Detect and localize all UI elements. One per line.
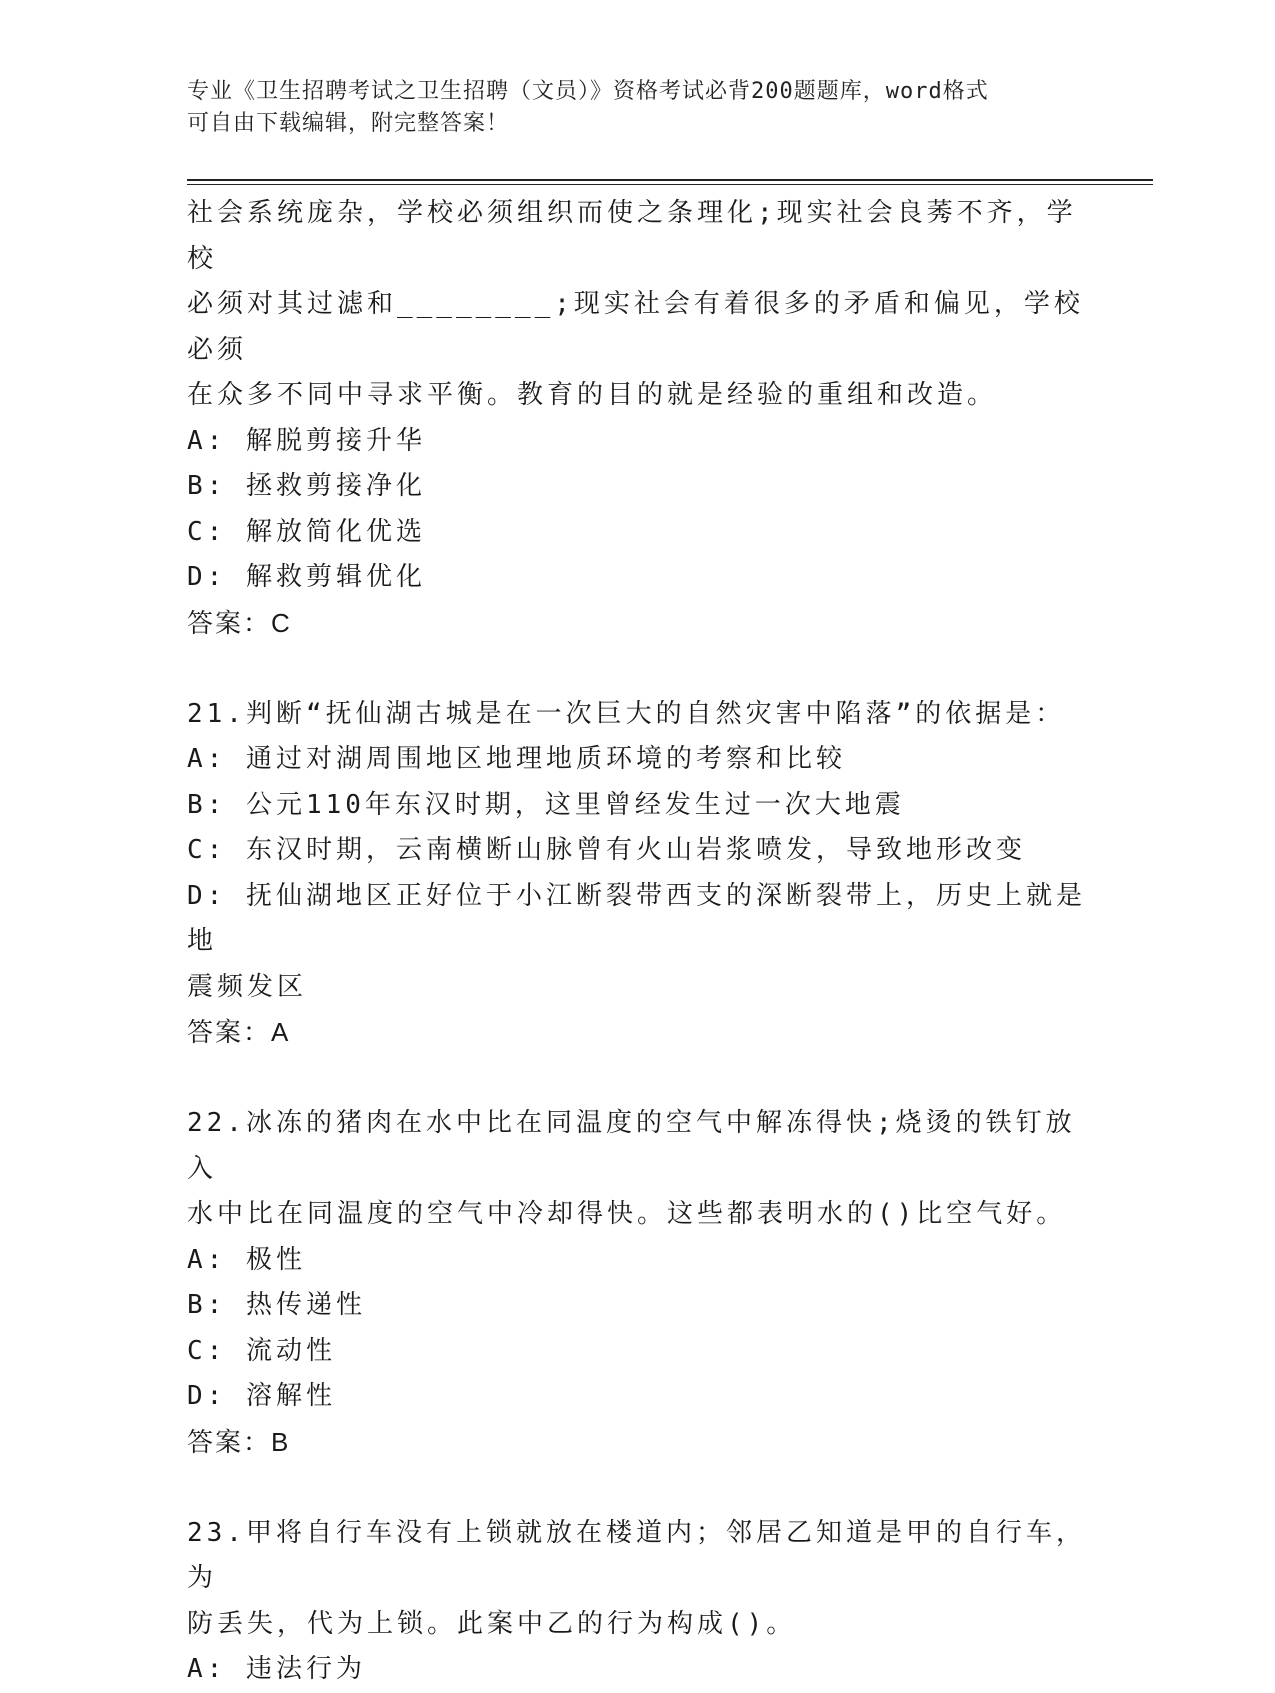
option-b: B: 拯救剪接净化 bbox=[187, 471, 426, 501]
option-b: B: 热传递性 bbox=[187, 1290, 366, 1320]
question-stem-line: 防丢失，代为上锁。此案中乙的行为构成()。 bbox=[187, 1608, 797, 1639]
question-stem-line: 23.甲将自行车没有上锁就放在楼道内；邻居乙知道是甲的自行车，为 bbox=[187, 1517, 1086, 1593]
header-line-1: 专业《卫生招聘考试之卫生招聘（文员）》资格考试必背200题题库，word格式 bbox=[187, 79, 989, 104]
question-stem-line: 社会系统庞杂，学校必须组织而使之条理化;现实社会良莠不齐，学校 bbox=[187, 198, 1077, 274]
header-divider-thin bbox=[187, 184, 1153, 185]
option-a: A: 极性 bbox=[187, 1244, 306, 1275]
question-stem-line: 水中比在同温度的空气中冷却得快。这些都表明水的()比空气好。 bbox=[187, 1199, 1067, 1229]
answer-label: 答案：C bbox=[187, 607, 292, 638]
question-stem-line: 21.判断“抚仙湖古城是在一次巨大的自然灾害中陷落”的依据是： bbox=[187, 698, 1066, 729]
question-prev bbox=[187, 191, 1087, 646]
option-c: C: 解放简化优选 bbox=[187, 516, 426, 547]
header-divider-thick bbox=[187, 179, 1153, 181]
answer-label: 答案：B bbox=[187, 1426, 291, 1457]
option-d: D: 溶解性 bbox=[187, 1381, 336, 1411]
option-d-continued: 震频发区 bbox=[187, 971, 308, 1002]
option-a: A: 通过对湖周围地区地理地质环境的考察和比较 bbox=[187, 744, 846, 774]
option-b: B: 公元110年东汉时期，这里曾经发生过一次大地震 bbox=[187, 789, 905, 820]
question-stem-line: 必须对其过滤和________;现实社会有着很多的矛盾和偏见，学校必须 bbox=[187, 289, 1084, 365]
document-header bbox=[187, 76, 1067, 140]
option-c: C: 流动性 bbox=[187, 1335, 336, 1366]
question-content bbox=[187, 191, 1087, 1693]
option-a: A: 解脱剪接升华 bbox=[187, 425, 426, 456]
option-d: D: 解救剪辑优化 bbox=[187, 562, 426, 592]
question-21 bbox=[187, 692, 1087, 1056]
answer-label: 答案：A bbox=[187, 1017, 291, 1047]
question-stem-line: 22.冰冻的猪肉在水中比在同温度的空气中解冻得快;烧烫的铁钉放入 bbox=[187, 1108, 1076, 1184]
question-22 bbox=[187, 1101, 1087, 1465]
option-c: C: 东汉时期，云南横断山脉曾有火山岩浆喷发，导致地形改变 bbox=[187, 835, 1026, 865]
question-stem-line: 在众多不同中寻求平衡。教育的目的就是经验的重组和改造。 bbox=[187, 380, 998, 410]
question-23 bbox=[187, 1511, 1087, 1693]
option-d: D: 抚仙湖地区正好位于小江断裂带西支的深断裂带上，历史上就是地 bbox=[187, 880, 1086, 956]
spacer bbox=[187, 646, 1087, 692]
spacer bbox=[187, 1056, 1087, 1102]
spacer bbox=[187, 1465, 1087, 1511]
option-a: A: 违法行为 bbox=[187, 1654, 366, 1684]
header-line-2: 可自由下载编辑，附完整答案！ bbox=[187, 111, 510, 136]
